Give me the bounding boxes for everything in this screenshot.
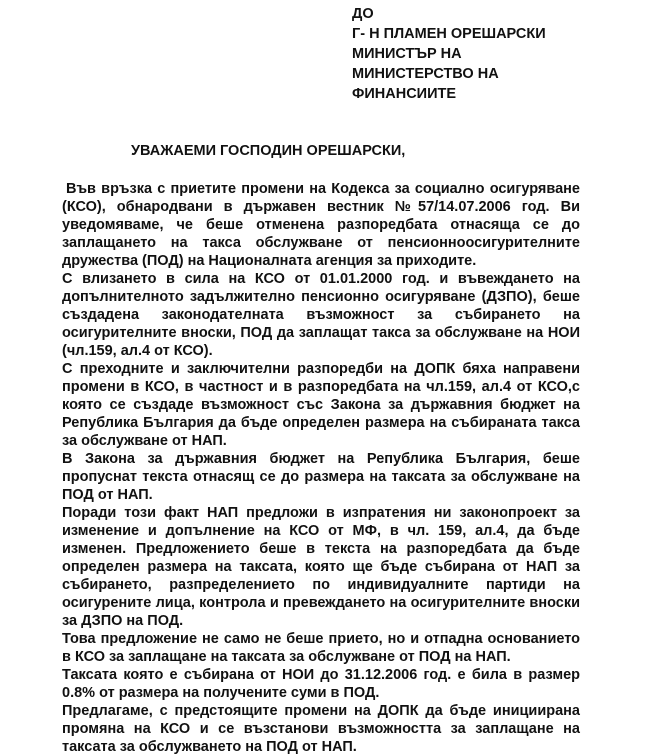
paragraph-request: Предлагаме, с предстоящите промени на ДОПК да бъде инициирана промяна на КСО и се възстанови възможността за заплащане на таксата за обслужването на ПОД от НАП.	[62, 703, 580, 755]
addressee-line-to: ДО	[352, 6, 374, 22]
paragraph-dopk-changes: С преходните и заключителни разпоредби на ДОПК бяха направени промени в КСО, в частност и в разпоредбата на чл.159, ал.4 от КСО,с която се създаде възможност със Закона за държавния бюджет на Република България да бъде определен размера на събираната такса за обслужване от НАП.	[62, 361, 580, 449]
addressee-line-ministry: МИНИСТЕРСТВО НА	[352, 66, 499, 82]
addressee-line-finance: ФИНАНСИИТЕ	[352, 86, 457, 102]
addressee-line-title: МИНИСТЪР НА	[352, 46, 462, 62]
letter-body	[62, 180, 580, 756]
paragraph-fee-rate: Таксата която е събирана от НОИ до 31.12.2006 год. е била в размер 0.8% от размера на получените суми в ПОД.	[62, 667, 580, 701]
paragraph-budget-law: В Закона за държавния бюджет на Република България, беше пропуснат текста отнасящ се до размера на таксата за обслужване на ПОД от НАП.	[62, 451, 580, 503]
paragraph-intro: Във връзка с приетите промени на Кодекса за социално осигуряване (КСО), обнародвани в държавен вестник №57/14.07.2006 год. Ви уведомяваме, че беше отменена разпоредбата отнасяща се до заплащането на такса обслужване от пенсионноосигурителните дружества (ПОД) на Националната агенция за приходите.	[62, 181, 580, 269]
paragraph-not-accepted: Това предложение не само не беше прието, но и отпадна основанието в КСО за заплащане на таксата за обслужване от ПОД на НАП.	[62, 631, 580, 665]
addressee-line-name: Г- Н ПЛАМЕН ОРЕШАРСКИ	[352, 26, 546, 42]
paragraph-kso-2000: С влизането в сила на КСО от 01.01.2000 год. и въвеждането на допълнителното задължително пенсионно осигуряване (ДЗПО), беше създадена законодателната възможност за събирането на осигурителните вноски, ПОД да заплащат такса за обслужване на НОИ (чл.159, ал.4 от КСО).	[62, 271, 580, 359]
paragraph-nap-proposal: Поради този факт НАП предложи в изпратения ни законопроект за изменение и допълнение на КСО от МФ, в чл. 159, ал.4, да бъде изменен. Предложението беше в текста на разпоредбата да бъде определен размера на таксата, която ще бъде събирана от НАП за събирането, разпределението по индивидуалните партиди на осигурените лица, контрола и превеждането на осигурителните вноски за ДЗПО на ПОД.	[62, 505, 580, 629]
salutation: УВАЖАЕМИ ГОСПОДИН ОРЕШАРСКИ,	[131, 143, 406, 159]
addressee-block	[352, 4, 546, 104]
